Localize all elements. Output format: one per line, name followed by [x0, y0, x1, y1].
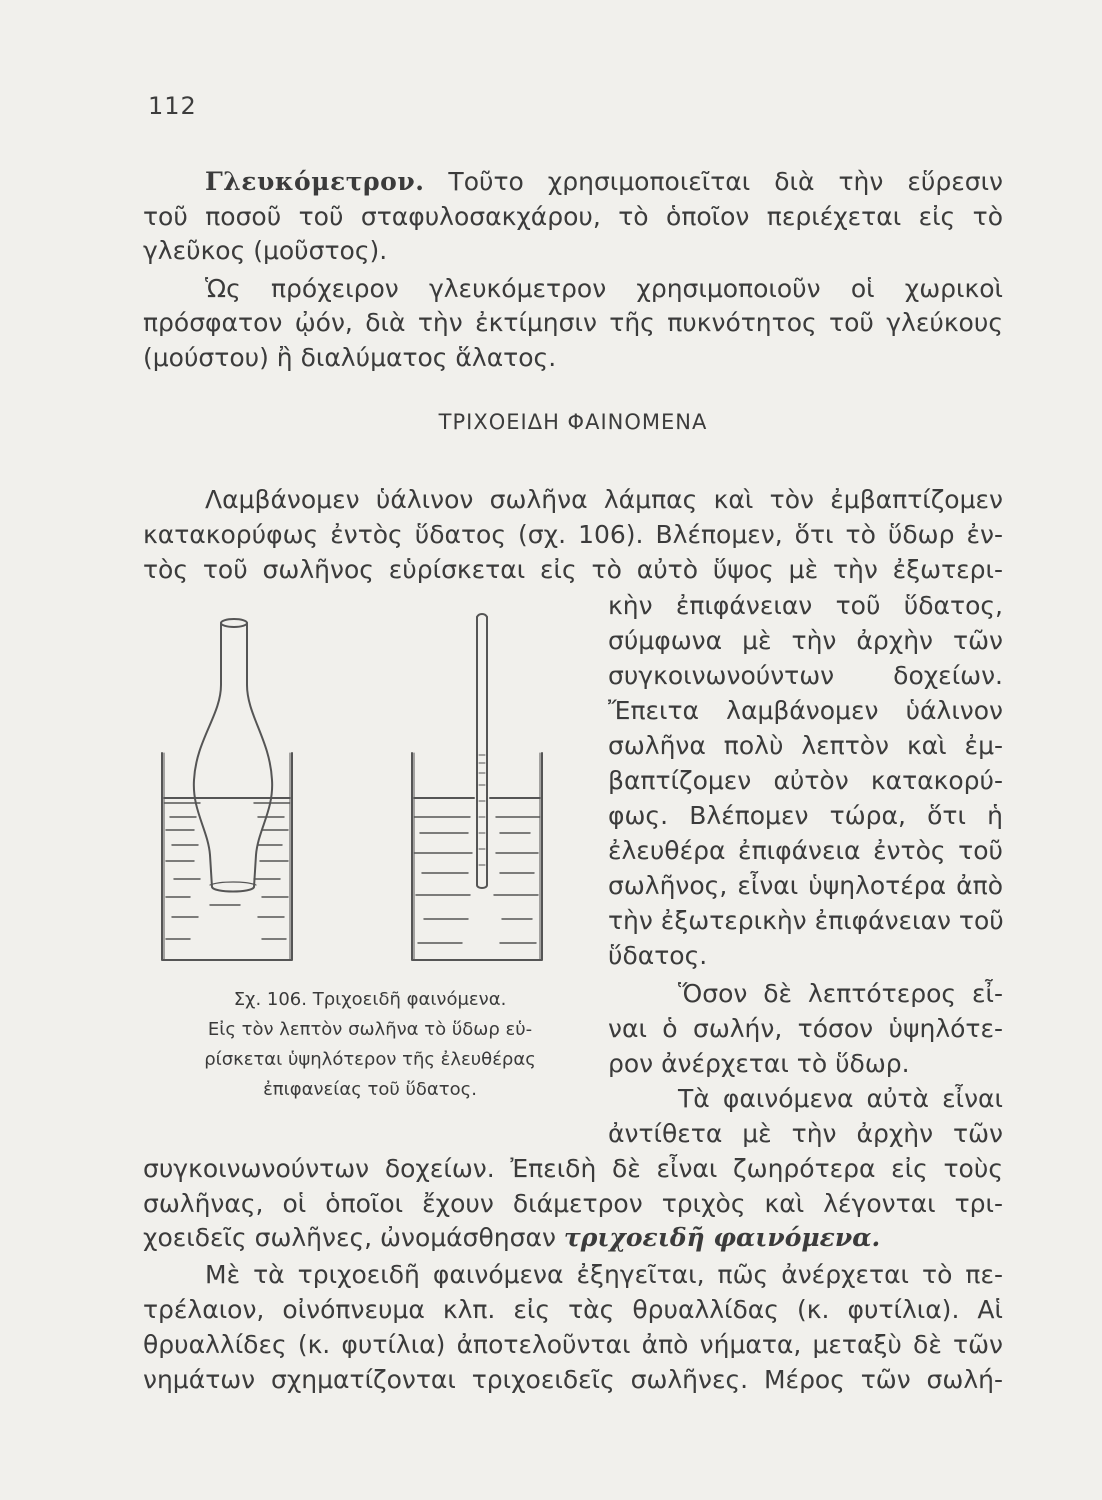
gleukometron-line-1 — [205, 165, 1003, 199]
p1-line-3: τὸς τοῦ σωλῆνος εὑρίσκεται εἰς τὸ αὐτὸ ὕψος μὲ τὴν ἐξωτερι- — [143, 555, 1003, 584]
figure-106-illustration — [150, 605, 570, 975]
col2-line-3: ρον ἀνέρχεται τὸ ὕδωρ. — [608, 1049, 910, 1078]
gleukometron-line-1-text: Τοῦτο χρησιμοποιεῖται διὰ τὴν εὕρεσιν — [448, 167, 1003, 196]
p3-line-3 — [143, 1221, 1003, 1255]
col-line-7: φως. Βλέπομεν τώρα, ὅτι ἡ — [608, 801, 1003, 830]
col-line-11: ὕδατος. — [608, 941, 708, 970]
p3-line-3-text: χοειδεῖς σωλῆνες, ὠνομάσθησαν — [143, 1223, 556, 1252]
col-line-6: βαπτίζομεν αὐτὸν κατακορύ- — [608, 766, 1003, 795]
page-number: 112 — [148, 92, 197, 120]
col2-line-1: Ὅσον δὲ λεπτότερος εἶ- — [678, 979, 1003, 1008]
figure-caption-title: Σχ. 106. Τριχοειδῆ φαινόμενα. — [233, 989, 507, 1010]
p3-line-1: συγκοινωνούντων δοχείων. Ἐπειδὴ δὲ εἶναι ζωηρότερα εἰς τοὺς — [143, 1154, 1003, 1183]
p4-line-1: Μὲ τὰ τριχοειδῆ φαινόμενα ἐξηγεῖται, πῶς ἀνέρχεται τὸ πε- — [205, 1260, 1003, 1289]
col-line-1: κὴν ἐπιφάνειαν τοῦ ὕδατος, — [608, 591, 1003, 620]
col-line-9: σωλῆνος, εἶναι ὑψηλοτέρα ἀπὸ — [608, 871, 1003, 900]
col3-line-1: Τὰ φαινόμενα αὐτὰ εἶναι — [678, 1084, 1003, 1113]
p1-line-1: Λαμβάνομεν ὑάλινον σωλῆνα λάμπας καὶ τὸν ἐμβαπτίζομεν — [205, 485, 1003, 514]
col-line-8: ἐλευθέρα ἐπιφάνεια ἐντὸς τοῦ — [608, 836, 1003, 865]
gleukometron-line-3: γλεῦκος (μοῦστος). — [143, 236, 388, 265]
p1-line-2: κατακορύφως ἐντὸς ὕδατος (σχ. 106). Βλέπομεν, ὅτι τὸ ὕδωρ ἐν- — [143, 520, 1003, 549]
col2-line-2: ναι ὁ σωλήν, τόσον ὑψηλότε- — [608, 1014, 1003, 1043]
col-line-3: συγκοινωνούντων δοχείων. — [608, 661, 1003, 690]
figure-caption-line-3: ρίσκεται ὑψηλότερον τῆς ἐλευθέρας — [204, 1049, 536, 1070]
col3-line-2: ἀντίθετα μὲ τὴν ἀρχὴν τῶν — [608, 1119, 1003, 1148]
col-line-4: Ἔπειτα λαμβάνομεν ὑάλινον — [608, 696, 1003, 725]
section-heading: ΤΡΙΧΟΕΙΔΗ ΦΑΙΝΟΜΕΝΑ — [438, 410, 708, 434]
left-water-lines — [164, 798, 290, 939]
p4-line-2: τρέλαιον, οἰνόπνευμα κλπ. εἰς τὰς θρυαλλίδας (κ. φυτίλια). Αἱ — [143, 1295, 1003, 1324]
figure-caption-line-4: ἐπιφανείας τοῦ ὕδατος. — [263, 1079, 477, 1100]
gleukometron-line-2: τοῦ ποσοῦ τοῦ σταφυλοσακχάρου, τὸ ὁποῖον περιέχεται εἰς τὸ — [143, 202, 1003, 231]
p4-line-3: θρυαλλίδες (κ. φυτίλια) ἀποτελοῦνται ἀπὸ νήματα, μεταξὺ δὲ τῶν — [143, 1330, 1003, 1359]
thin-capillary-tube — [477, 614, 487, 888]
gleukometron-line-6: (μούστου) ἢ διαλύματος ἅλατος. — [143, 343, 557, 372]
col-line-10: τὴν ἐξωτερικὴν ἐπιφάνειαν τοῦ — [608, 906, 1004, 935]
term-capillary-phenomena: τριχοειδῆ φαινόμενα. — [563, 1223, 881, 1252]
col-line-5: σωλῆνα πολὺ λεπτὸν καὶ ἐμ- — [608, 731, 1003, 760]
col-line-2: σύμφωνα μὲ τὴν ἀρχὴν τῶν — [608, 626, 1003, 655]
figure-caption-line-2: Εἰς τὸν λεπτὸν σωλῆνα τὸ ὕδωρ εὑ- — [207, 1019, 533, 1040]
p4-line-4: νημάτων σχηματίζονται τριχοειδεῖς σωλῆνες. Μέρος τῶν σωλή- — [143, 1365, 1003, 1394]
p3-line-2: σωλῆνας, οἱ ὁποῖοι ἔχουν διάμετρον τριχὸς καὶ λέγονται τρι- — [143, 1189, 1003, 1218]
gleukometron-line-4: Ὡς πρόχειρον γλευκόμετρον χρησιμοποιοῦν οἱ χωρικοὶ — [205, 274, 1003, 303]
lamp-glass-tube — [194, 619, 272, 892]
gleukometron-line-5: πρόσφατον ᾠόν, διὰ τὴν ἐκτίμησιν τῆς πυκνότητος τοῦ γλεύκους — [143, 308, 1003, 337]
term-gleukometron: Γλευκόμετρον. — [205, 167, 425, 196]
